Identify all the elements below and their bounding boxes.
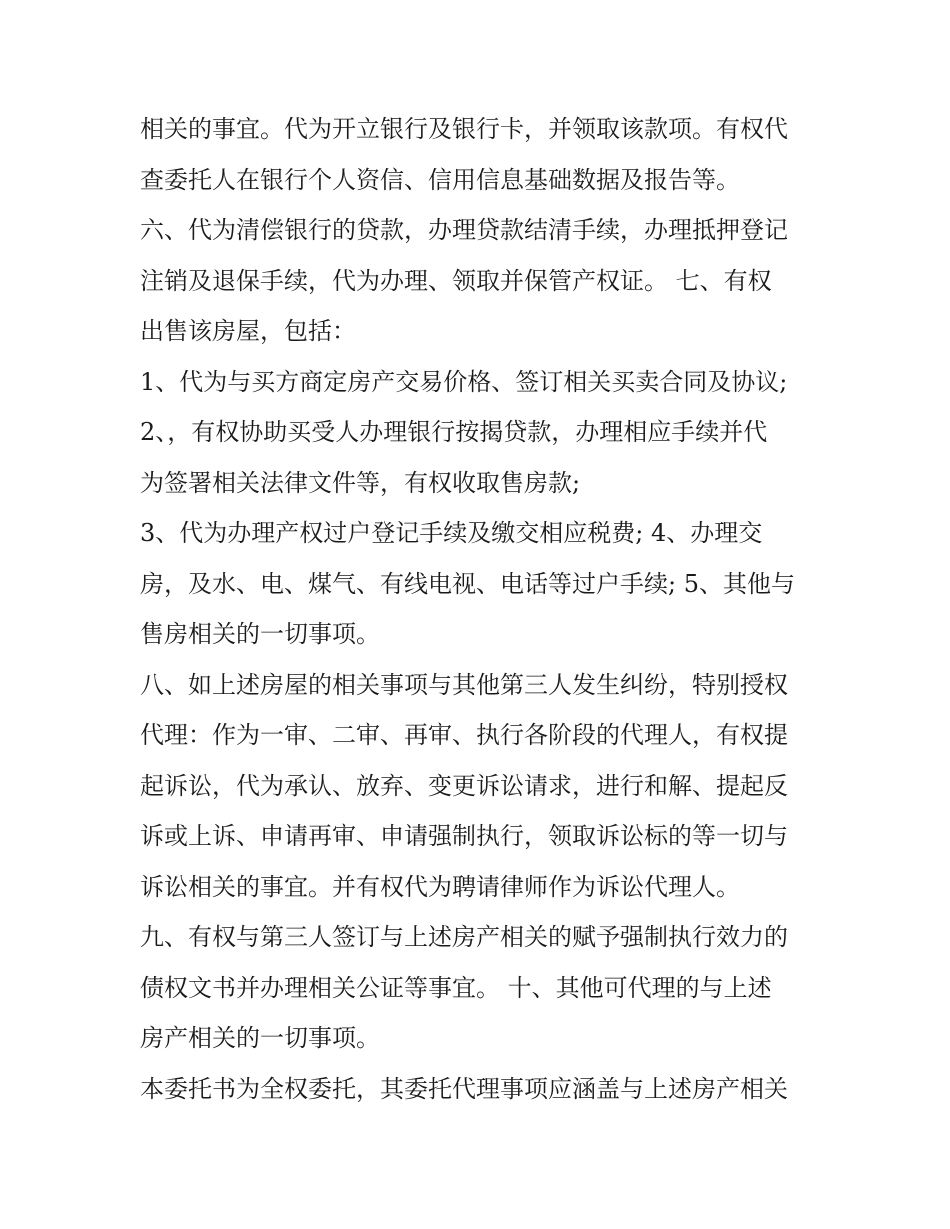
text-line: 起诉讼，代为承认、放弃、变更诉讼请求，进行和解、提起反	[140, 771, 788, 800]
text-line: 注销及退保手续，代为办理、领取并保管产权证。 七、有权	[140, 266, 772, 295]
text-line: 九、有权与第三人签订与上述房产相关的赋予强制执行效力的	[140, 923, 788, 951]
document-body	[140, 104, 830, 1114]
text-line: 本委托书为全权委托，其委托代理事项应涵盖与上述房产相关	[140, 1074, 788, 1103]
text-line: 六、代为清偿银行的贷款，办理贷款结清手续，办理抵押登记	[140, 216, 788, 244]
text-line: 1、代为与买方商定房产交易价格、签订相关买卖合同及协议;	[140, 367, 788, 396]
text-line: 出售该房屋，包括：	[140, 317, 356, 345]
text-line: 3、代为办理产权过户登记手续及缴交相应税费; 4、办理交	[140, 519, 763, 547]
text-line: 八、如上述房屋的相关事项与其他第三人发生纠纷，特别授权	[140, 670, 788, 699]
text-line: 售房相关的一切事项。	[140, 620, 380, 648]
text-line: 诉讼相关的事宜。并有权代为聘请律师作为诉讼代理人。	[140, 872, 740, 901]
text-line: 房，及水、电、煤气、有线电视、电话等过户手续; 5、其他与	[140, 569, 795, 598]
text-line: 债权文书并办理相关公证等事宜。 十、其他可代理的与上述	[140, 973, 772, 1002]
text-line: 2、，有权协助买受人办理银行按揭贷款，办理相应手续并代	[140, 418, 768, 446]
text-line: 房产相关的一切事项。	[140, 1024, 380, 1052]
text-line: 为签署相关法律文件等，有权收取售房款;	[140, 468, 581, 497]
text-line: 相关的事宜。代为开立银行及银行卡，并领取该款项。有权代	[140, 115, 788, 143]
text-line: 诉或上诉、申请再审、申请强制执行，领取诉讼标的等一切与	[140, 822, 788, 850]
text-line: 查委托人在银行个人资信、信用信息基础数据及报告等。	[140, 165, 740, 194]
text-line: 代理：作为一审、二审、再审、执行各阶段的代理人，有权提	[140, 721, 788, 749]
